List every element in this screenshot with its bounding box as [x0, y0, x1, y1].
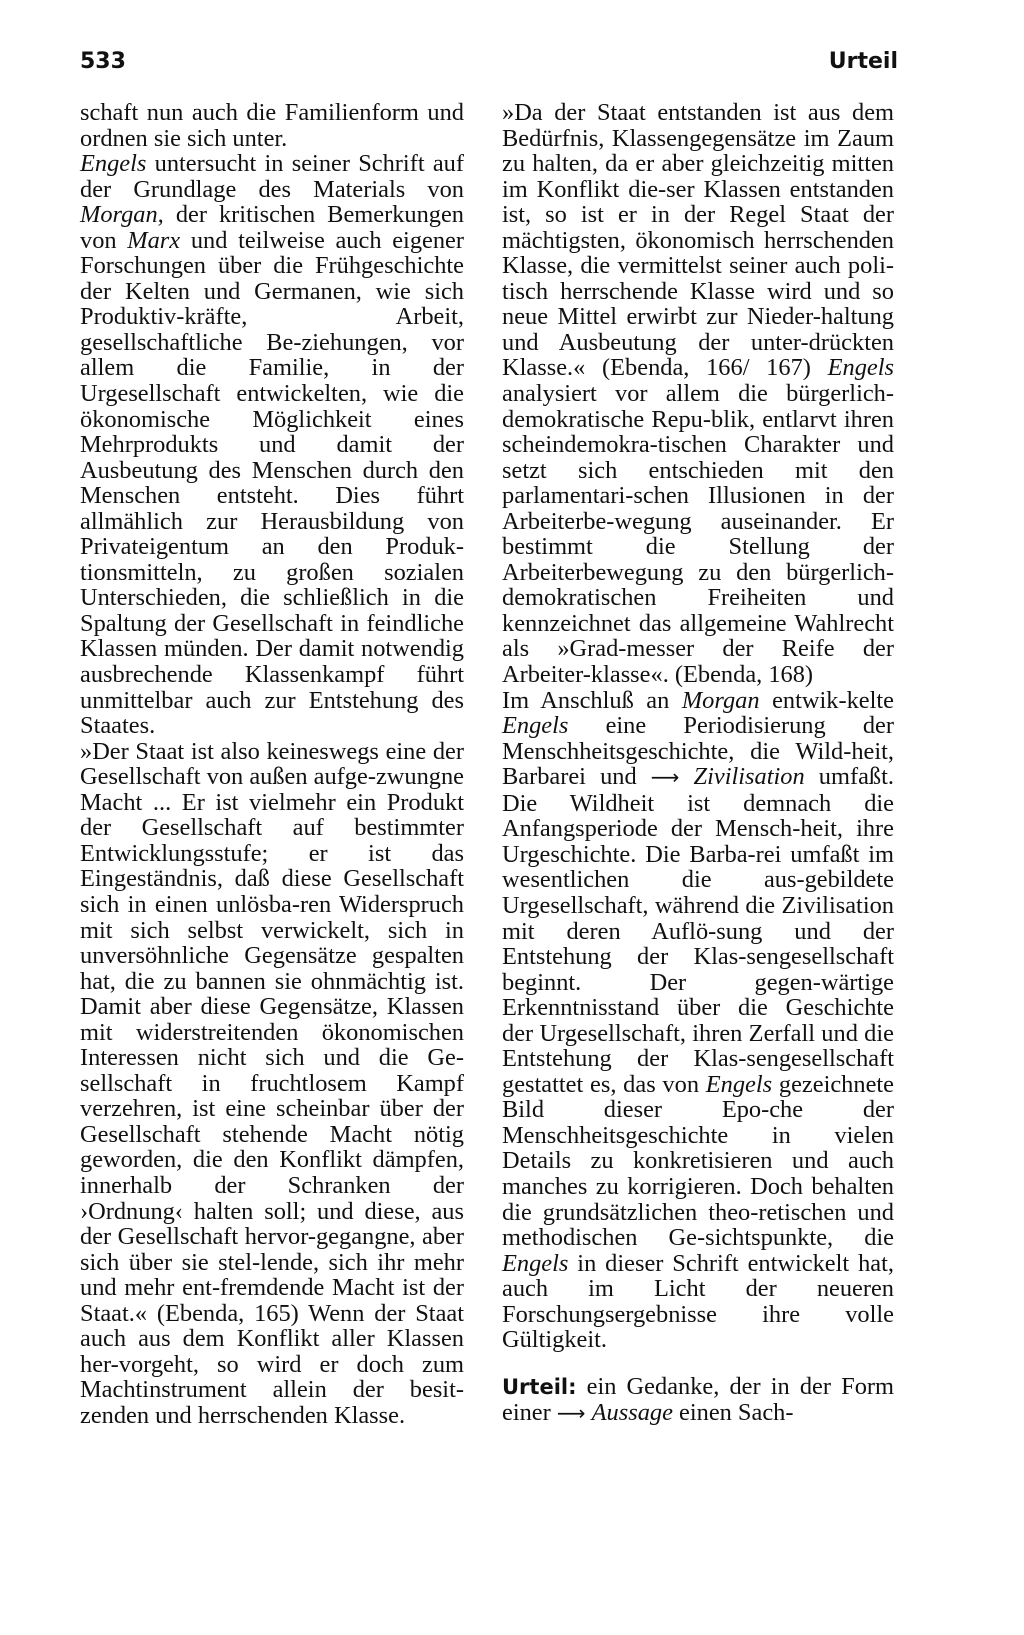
text-run: einen Sach- [672, 1399, 794, 1427]
quotation-paragraph [502, 100, 894, 688]
text-run: und teilweise auch eigener Forschungen über die Frühgeschichte der Kelten und Germanen, wie sich Produktiv-kräfte, Arbeit, gesellschaftliche Be-ziehungen, vor allem die Familie, in der Urgesellschaft entwickelten, wie die ökonomische Möglichkeit eines Mehrprodukts und damit der Ausbeutung des Menschen durch den Menschen entsteht. Dies führt allmählich zur Herausbildung von Privateigentum an den Produk-tionsmitteln, zu großen sozialen Unterschieden, die schließlich in die Spaltung der Gesellschaft in feindliche Klassen münden. Der damit notwendig ausbrechende Klassenkampf führt unmittelbar auch zur Entstehung des Staates. [80, 226, 464, 740]
person-name: Marx [127, 226, 181, 254]
person-name: Morgan [681, 686, 760, 714]
cross-reference-arrow-icon: ⟶ [650, 765, 680, 790]
person-name: Engels [80, 150, 147, 178]
dictionary-entry [502, 1374, 894, 1427]
text-run: ein Gedanke, der in der Form einer [502, 1372, 894, 1427]
cross-reference-arrow-icon: ⟶ [556, 1401, 586, 1426]
text-run: in dieser Schrift entwickelt hat, auch im Licht der neueren Forschungsergebnisse ihre volle Gültigkeit. [502, 1249, 894, 1354]
person-name: Morgan, [80, 201, 164, 229]
page-number: 533 [80, 49, 126, 74]
right-column [502, 100, 894, 1427]
text-run: gezeichnete Bild dieser Epo-che der Menschheitsgeschichte in vielen Details zu konkretisieren und auch manches zu korrigieren. Doch behalten die grundsätzlichen theo-retischen und methodischen Ge-sichtspunkte, die [502, 1070, 894, 1252]
cross-reference-term: Zivilisation [693, 763, 805, 791]
paragraph [80, 151, 464, 739]
text-run: umfaßt. Die Wildheit ist demnach die Anfangsperiode der Mensch-heit, ihre Urgeschichte. Die Barba-rei umfaßt im wesentlichen die aus-gebildete Urgesellschaft, während die Zivilisation mit deren Auflö-sung und der Entstehung der Klas-sengesellschaft beginnt. Der gegen-wärtige Erkenntnisstand über die Geschichte der Urgesellschaft, ihren Zerfall und die Entstehung der Klas-sengesellschaft gestattet es, das von [502, 763, 894, 1098]
text-run: eine Periodisierung der Menschheitsgeschichte, die Wild-heit, Barbarei und [502, 712, 894, 791]
left-column [80, 100, 464, 1428]
text-run: entwik-kelte [759, 686, 894, 714]
person-name: Engels [502, 712, 569, 740]
cross-reference-term: Aussage [591, 1399, 673, 1427]
quotation-paragraph: »Der Staat ist also keineswegs eine der Gesellschaft von außen aufge-zwungne Macht ... Er ist vielmehr ein Produkt der Gesellschaft auf bestimmter Entwicklungsstufe; er ist das Eingeständnis, daß diese Gesellschaft sich in einen unlösba-ren Widerspruch mit sich selbst verwickelt, sich in unversöhnliche Gegensätze gespalten hat, die zu bannen sie ohnmächtig ist. Damit aber diese Gegensätze, Klassen mit widerstreitenden ökonomischen Interessen nicht sich und die Ge-sellschaft in fruchtlosem Kampf verzehren, ist eine scheinbar über der Gesellschaft stehende Macht nötig geworden, die den Konflikt dämpfen, innerhalb der Schranken der ›Ordnung‹ halten soll; und diese, aus der Gesellschaft hervor-gegangne, aber sich über sie stel-lende, sich ihr mehr und mehr ent-fremdende Macht ist der Staat.« (Ebenda, 165) Wenn der Staat auch aus dem Konflikt aller Klassen her-vorgeht, so wird er doch zum Machtinstrument allein der besit-zenden und herrschenden Klasse. [80, 737, 464, 1429]
paragraph [502, 688, 894, 1353]
person-name: Engels [502, 1249, 569, 1277]
text-run: Im Anschluß an [502, 686, 682, 714]
text-run: untersucht in seiner Schrift auf der Grundlage des Materials von [80, 150, 464, 203]
entry-lemma: Urteil: [502, 1374, 577, 1399]
text-run: analysiert vor allem die bürgerlich-demokratische Repu-blik, entlarvt ihren scheindemokra-tischen Charakter und setzt sich entschieden mit den parlamentari-schen Illusionen in der Arbeiterbe-wegung auseinander. Er bestimmt die Stellung der Arbeiterbewegung zu den bürgerlich-demokratischen Freiheiten und kennzeichnet das allgemeine Wahlrecht als »Grad-messer der Reife der Arbeiter-klasse«. (Ebenda, 168) [502, 380, 894, 689]
person-name: Engels [827, 354, 894, 382]
text-run: der kritischen Bemerkungen von [80, 201, 464, 254]
text-run: »Da der Staat entstanden ist aus dem Bedürfnis, Klassengegensätze im Zaum zu halten, da er aber gleichzeitig mitten im Konflikt die-ser Klassen entstanden ist, so ist er in der Regel Staat der mächtigsten, ökonomisch herrschenden Klasse, die vermittelst seiner auch poli-tisch herrschende Klasse wird und so neue Mittel erwirbt zur Nieder-haltung und Ausbeutung der unter-drückten Klasse.« (Ebenda, 166/ 167) [502, 99, 894, 382]
running-title: Urteil [828, 49, 898, 74]
person-name: Engels [705, 1070, 773, 1098]
paragraph: schaft nun auch die Familienform und ordnen sie sich unter. [80, 99, 464, 152]
